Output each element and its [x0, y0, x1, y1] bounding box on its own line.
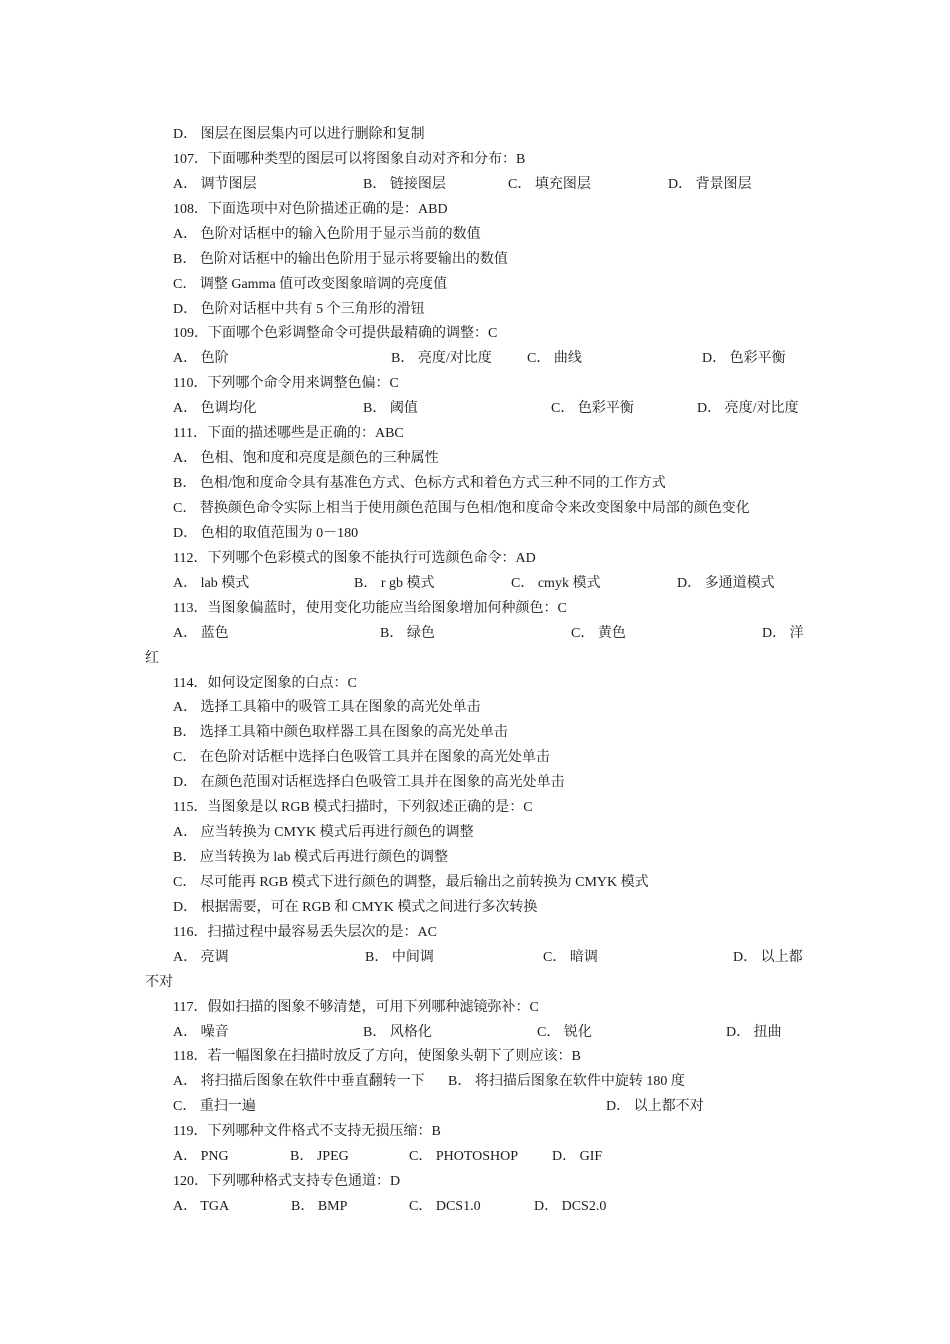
text-line	[145, 349, 815, 369]
answer-option: C． 黄色	[571, 625, 626, 641]
line-text: 不对	[145, 974, 173, 990]
text-line	[145, 998, 815, 1018]
answer-option: C． 色彩平衡	[551, 401, 634, 417]
text-line	[145, 1147, 815, 1167]
text-line	[145, 1172, 815, 1192]
answer-option: B． 绿色	[380, 625, 435, 641]
text-line	[145, 324, 815, 344]
text-line	[145, 1122, 815, 1142]
answer-option: B． 中间调	[365, 949, 434, 965]
answer-option: A． 亮调	[173, 949, 229, 965]
line-text: A． 选择工具箱中的吸管工具在图象的高光处单击	[173, 700, 481, 716]
line-text: 108．下面选项中对色阶描述正确的是：ABD	[173, 201, 448, 217]
answer-option: A． 蓝色	[173, 625, 229, 641]
answer-option: D． 以上都不对	[606, 1099, 704, 1115]
line-text: A． 色相、饱和度和亮度是颜色的三种属性	[173, 451, 439, 467]
line-text: D． 图层在图层集内可以进行删除和复制	[173, 127, 425, 142]
line-text: D． 色相的取值范围为 0－180	[173, 525, 359, 541]
line-text: C． 尽可能再 RGB 模式下进行颜色的调整，最后输出之前转换为 CMYK 模式	[173, 874, 649, 890]
text-line	[145, 748, 815, 768]
text-line	[145, 574, 815, 594]
text-line	[145, 1097, 815, 1117]
text-line	[145, 649, 815, 669]
answer-option: A． lab 模式	[173, 575, 250, 591]
answer-option: A． 噪音	[173, 1024, 229, 1040]
text-line	[145, 275, 815, 295]
answer-option: B． 阈值	[363, 401, 418, 417]
text-line	[145, 948, 815, 968]
line-text: 116．扫描过程中最容易丢失层次的是：AC	[173, 924, 437, 940]
answer-option: D． GIF	[552, 1149, 603, 1165]
answer-option: A． PNG	[173, 1149, 229, 1165]
text-line	[145, 1047, 815, 1067]
text-line	[145, 524, 815, 544]
answer-option: D． 多通道模式	[677, 575, 775, 591]
text-line	[145, 698, 815, 718]
answer-option: D． 以上都	[733, 949, 803, 965]
text-line	[145, 200, 815, 220]
line-text: 111．下面的描述哪些是正确的：ABC	[173, 426, 404, 442]
line-text: D． 色阶对话框中共有 5 个三角形的滑钮	[173, 301, 425, 317]
line-text: B． 色相/饱和度命令具有基准色方式、色标方式和着色方式三种不同的工作方式	[173, 476, 666, 491]
answer-option: C． cmyk 模式	[511, 575, 601, 591]
line-text: 120．下列哪种格式支持专色通道：D	[173, 1174, 401, 1190]
text-line	[145, 449, 815, 469]
answer-option: B． 链接图层	[363, 176, 446, 192]
text-line	[145, 798, 815, 818]
text-line	[145, 873, 815, 893]
text-line	[145, 973, 815, 993]
line-text: 119．下列哪种文件格式不支持无损压缩：B	[173, 1124, 441, 1140]
answer-option: C． 锐化	[537, 1024, 592, 1040]
line-text: 113．当图象偏蓝时，使用变化功能应当给图象增加何种颜色：C	[173, 600, 567, 616]
answer-option: D． 色彩平衡	[702, 351, 786, 367]
line-text: C． 在色阶对话框中选择白色吸管工具并在图象的高光处单击	[173, 750, 550, 766]
text-line	[145, 424, 815, 444]
text-line	[145, 624, 815, 644]
text-line	[145, 823, 815, 843]
answer-option: D． 洋	[762, 625, 804, 641]
line-text: B． 色阶对话框中的输出色阶用于显示将要输出的数值	[173, 251, 508, 267]
answer-option: A． 色调均化	[173, 401, 257, 417]
answer-option: D． 背景图层	[668, 176, 752, 192]
text-line	[145, 1023, 815, 1043]
text-line	[145, 399, 815, 419]
line-text: 109．下面哪个色彩调整命令可提供最精确的调整：C	[173, 326, 498, 342]
answer-option: C． 重扫一遍	[173, 1099, 256, 1115]
text-line	[145, 848, 815, 868]
text-line	[145, 923, 815, 943]
answer-option: D． 扭曲	[726, 1024, 782, 1040]
text-line	[145, 1072, 815, 1092]
answer-option: B． r gb 模式	[354, 575, 435, 591]
line-text: 118．若一幅图象在扫描时放反了方向，使图象头朝下了则应该：B	[173, 1049, 581, 1065]
line-text: 110．下列哪个命令用来调整色偏：C	[173, 376, 399, 392]
answer-option: C． 暗调	[543, 949, 598, 965]
answer-option: A． 将扫描后图象在软件中垂直翻转一下	[173, 1074, 425, 1090]
text-line	[145, 773, 815, 793]
line-text: B． 选择工具箱中颜色取样器工具在图象的高光处单击	[173, 725, 508, 741]
answer-option: D． DCS2.0	[534, 1199, 607, 1214]
answer-option: B． BMP	[291, 1199, 348, 1214]
answer-option: B． JPEG	[290, 1149, 349, 1165]
text-line	[145, 474, 815, 494]
text-line	[145, 250, 815, 270]
line-text: 红	[145, 650, 159, 666]
line-text: 115．当图象是以 RGB 模式扫描时，下列叙述正确的是：C	[173, 800, 533, 816]
line-text: 114．如何设定图象的白点：C	[173, 675, 357, 691]
text-line	[145, 374, 815, 394]
line-text: A． 应当转换为 CMYK 模式后再进行颜色的调整	[173, 825, 474, 840]
line-text: 112．下列哪个色彩模式的图象不能执行可选颜色命令：AD	[173, 550, 536, 566]
line-text: D． 根据需要，可在 RGB 和 CMYK 模式之间进行多次转换	[173, 899, 538, 915]
answer-option: B． 将扫描后图象在软件中旋转 180 度	[448, 1074, 685, 1090]
text-line	[145, 549, 815, 569]
answer-option: C． 填充图层	[508, 176, 591, 192]
text-line	[145, 674, 815, 694]
text-line	[145, 300, 815, 320]
answer-option: B． 风格化	[363, 1024, 432, 1040]
text-line	[145, 125, 815, 145]
answer-option: A． 调节图层	[173, 176, 257, 192]
text-line	[145, 599, 815, 619]
line-text: 107．下面哪种类型的图层可以将图象自动对齐和分布：B	[173, 151, 526, 167]
line-text: C． 替换颜色命令实际上相当于使用颜色范围与色相/饱和度命令来改变图象中局部的颜色变化	[173, 500, 750, 516]
answer-option: A． 色阶	[173, 351, 229, 367]
line-text: A． 色阶对话框中的输入色阶用于显示当前的数值	[173, 226, 481, 242]
answer-option: A． TGA	[173, 1199, 230, 1214]
line-text: B． 应当转换为 lab 模式后再进行颜色的调整	[173, 850, 448, 865]
text-line	[145, 499, 815, 519]
text-line	[145, 1197, 815, 1217]
answer-option: B． 亮度/对比度	[391, 351, 492, 367]
answer-option: C． PHOTOSHOP	[409, 1149, 519, 1165]
text-line	[145, 225, 815, 245]
answer-option: C． 曲线	[527, 351, 582, 367]
line-text: C． 调整 Gamma 值可改变图象暗调的亮度值	[173, 276, 448, 292]
answer-option: D． 亮度/对比度	[697, 401, 799, 417]
answer-option: C． DCS1.0	[409, 1199, 481, 1214]
text-line	[145, 150, 815, 170]
text-line	[145, 898, 815, 918]
text-line	[145, 175, 815, 195]
line-text: D． 在颜色范围对话框选择白色吸管工具并在图象的高光处单击	[173, 775, 565, 791]
text-line	[145, 723, 815, 743]
line-text: 117．假如扫描的图象不够清楚，可用下列哪种滤镜弥补：C	[173, 999, 539, 1015]
